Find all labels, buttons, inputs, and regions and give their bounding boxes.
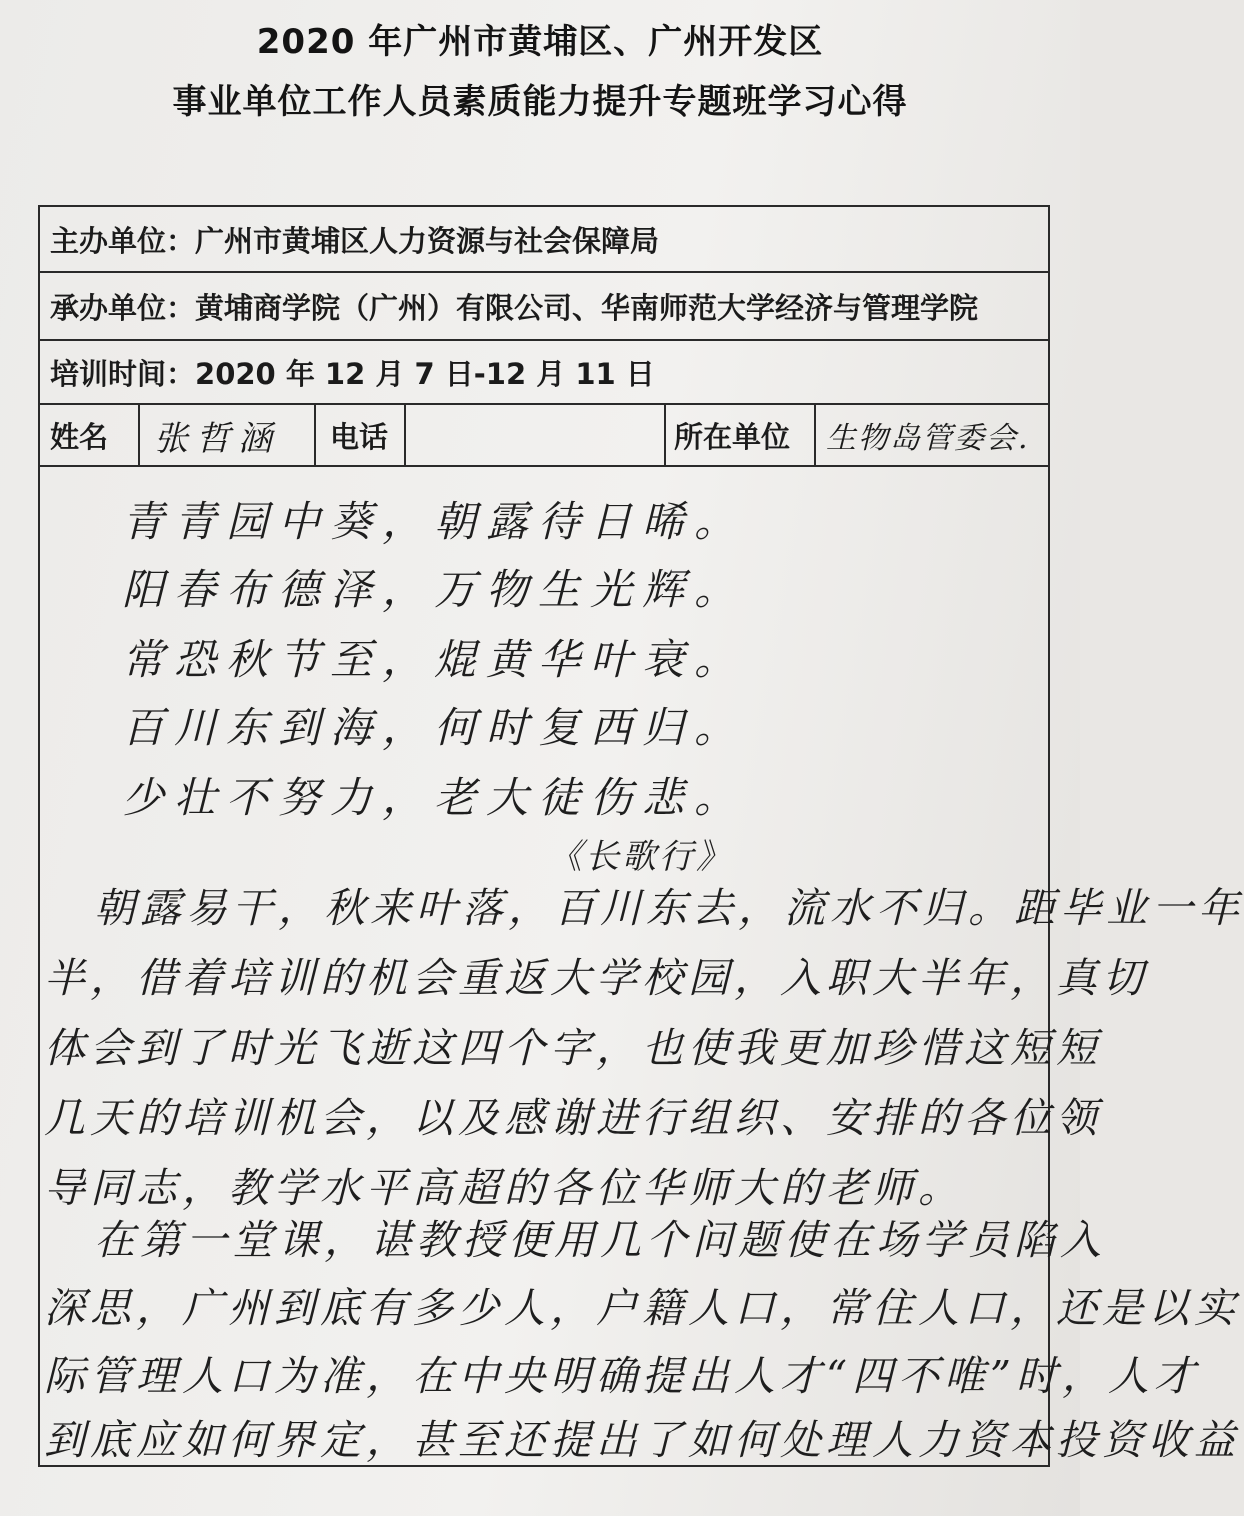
- essay-line: 几天的培训机会，以及感谢进行组织、安排的各位领: [44, 1094, 1102, 1142]
- training-time-label: 培训时间：: [50, 356, 196, 391]
- name-label: 姓名: [40, 405, 140, 465]
- document-title-line-1: 2020 年广州市黄埔区、广州开发区: [256, 22, 824, 62]
- essay-line: 体会到了时光飞逝这四个字，也使我更加珍惜这短短: [44, 1024, 1102, 1072]
- essay-line: 导同志，教学水平高超的各位华师大的老师。: [44, 1164, 964, 1212]
- training-time-row: [40, 341, 1048, 405]
- unit-value: 生物岛管委会.: [826, 421, 1030, 456]
- phone-label: 电话: [316, 405, 406, 465]
- study-form: [38, 205, 1244, 1467]
- name-value: 张哲涵: [140, 405, 316, 465]
- co-organizer-label: 承办单位：: [50, 290, 196, 325]
- poem-line: 阳春布德泽，万物生光辉。: [122, 565, 747, 614]
- organizer-label: 主办单位：: [50, 223, 196, 258]
- essay-line: 际管理人口为准，在中央明确提出人才“四不唯”时，人才: [44, 1352, 1200, 1400]
- essay-line: 深思，广州到底有多少人，户籍人口，常住人口，还是以实: [44, 1284, 1240, 1332]
- personal-info-row: [40, 405, 1048, 467]
- poem-line: 少壮不努力，老大徒伤悲。: [122, 773, 747, 822]
- unit-label: 所在单位: [666, 405, 816, 465]
- poem-line: 常恐秋节至，焜黄华叶衰。: [122, 635, 747, 684]
- co-organizer-value: 黄埔商学院（广州）有限公司、华南师范大学经济与管理学院: [195, 290, 979, 325]
- organizer-row: [40, 207, 1048, 273]
- phone-value: [406, 405, 666, 465]
- poem-caption: 《长歌行》: [548, 837, 733, 877]
- essay-line: 在第一堂课，谌教授便用几个问题使在场学员陷入: [94, 1216, 1106, 1264]
- poem-line: 青青园中葵，朝露待日晞。: [122, 497, 747, 546]
- essay-line: 半，借着培训的机会重返大学校园，入职大半年，真切: [44, 954, 1148, 1002]
- document-title-line-2: 事业单位工作人员素质能力提升专题班学习心得: [172, 82, 908, 122]
- essay-line: 朝露易干，秋来叶落，百川东去，流水不归。距毕业一年: [94, 884, 1244, 932]
- training-time-value: 2020 年 12 月 7 日-12 月 11 日: [195, 356, 655, 391]
- poem-line: 百川东到海，何时复西归。: [122, 703, 747, 752]
- handwritten-body: [40, 469, 1244, 1465]
- organizer-value: 广州市黄埔区人力资源与社会保障局: [195, 223, 660, 258]
- co-organizer-row: [40, 273, 1048, 341]
- essay-line: 到底应如何界定，甚至还提出了如何处理人力资本投资收益: [44, 1416, 1240, 1464]
